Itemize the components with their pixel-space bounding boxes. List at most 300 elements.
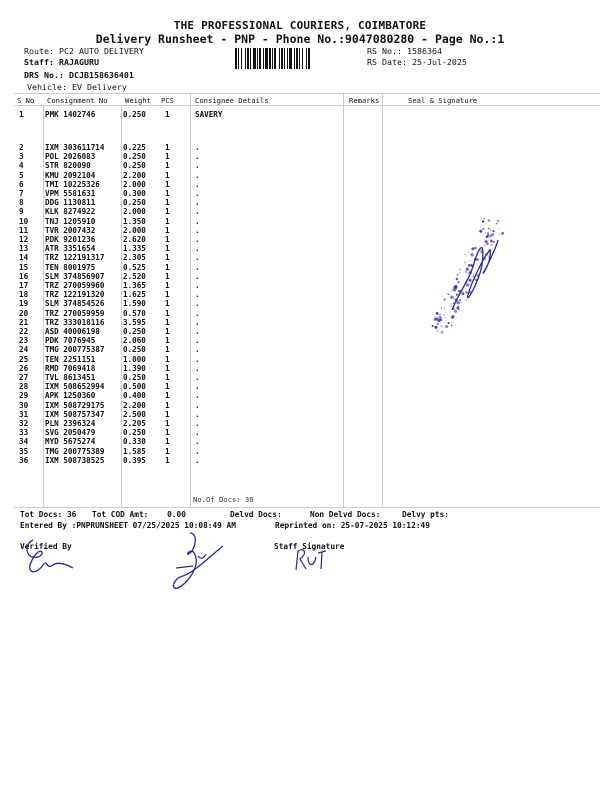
row-sno: 14: [19, 253, 29, 263]
row-consignee: .: [195, 409, 200, 419]
stamp-dot: [465, 271, 467, 273]
stamp-signature: [452, 240, 498, 310]
table-row: [0, 410, 600, 419]
row-weight: 1.365: [123, 281, 146, 290]
table-row: [0, 110, 600, 119]
vehicle-line: [27, 82, 127, 92]
stamp-dot: [484, 245, 485, 246]
stamp-dot: [469, 269, 470, 270]
stamp-dot: [489, 234, 492, 237]
row-sno: 21: [19, 317, 29, 327]
row-sno: 5: [19, 170, 24, 180]
stamp-dot: [452, 321, 453, 322]
row-pcs: 1: [165, 110, 170, 119]
stamp-dot: [487, 232, 489, 234]
row-sno: 6: [19, 179, 24, 189]
row-consignment-no: VPM 5581631: [45, 189, 96, 198]
route-value: PC2 AUTO DELIVERY: [58, 46, 144, 56]
row-consignee: .: [195, 244, 200, 254]
row-pcs: 1: [165, 189, 170, 198]
row-weight: 2.500: [123, 409, 146, 419]
stamp-dot: [466, 268, 469, 271]
row-sno: 3: [19, 152, 24, 162]
row-sno: 29: [19, 391, 29, 401]
row-consignee: .: [195, 428, 200, 438]
row-consignment-no: KLK 8274922: [45, 207, 96, 217]
drs-line: [24, 70, 134, 80]
row-pcs: 1: [165, 235, 170, 244]
row-sno: 18: [19, 290, 29, 300]
row-pcs: 1: [165, 336, 170, 346]
table-row: [0, 161, 600, 170]
row-pcs: 1: [165, 308, 170, 318]
row-consignment-no: SLM 374856907: [45, 271, 105, 281]
row-consignee: SAVERY: [195, 110, 223, 119]
row-consignment-no: TMG 200775387: [45, 345, 105, 355]
staff-signature: [290, 545, 330, 575]
row-pcs: 1: [165, 382, 170, 392]
row-consignment-no: TRZ 122191320: [45, 290, 105, 300]
row-pcs: 1: [165, 363, 170, 373]
table-row: [0, 299, 600, 308]
row-pcs: 1: [165, 446, 170, 456]
drs-value: DCJB158636401: [68, 70, 134, 80]
col-header-sno: S No: [17, 96, 35, 105]
table-row: [0, 244, 600, 253]
stamp-dot: [437, 323, 439, 325]
verified-by-signature: [18, 535, 78, 580]
stamp-dot: [485, 233, 486, 234]
row-pcs: 1: [165, 170, 170, 180]
row-weight: 0.250: [123, 327, 146, 336]
row-pcs: 1: [165, 455, 170, 465]
row-weight: 2.520: [123, 271, 146, 281]
row-sno: 32: [19, 419, 29, 428]
stamp-dot: [439, 314, 441, 316]
stamp-dot: [452, 288, 453, 289]
stamp-dot: [445, 325, 448, 328]
stamp-dot: [449, 296, 450, 297]
row-consignee: .: [195, 161, 200, 171]
row-consignment-no: PMK 1402746: [45, 110, 96, 119]
row-sno: 15: [19, 262, 29, 272]
row-consignee: .: [195, 225, 200, 235]
row-consignment-no: TVL 8613451: [45, 373, 96, 382]
row-pcs: 1: [165, 207, 170, 217]
col-header-consignee: Consignee Details: [195, 96, 269, 105]
row-pcs: 1: [165, 409, 170, 419]
stamp-dot: [470, 253, 473, 256]
row-consignment-no: ATR 3351654: [45, 244, 96, 254]
rs-no-value: 1586364: [406, 46, 442, 56]
row-consignee: .: [195, 179, 200, 189]
row-sno: 33: [19, 428, 29, 438]
company-title: THE PROFESSIONAL COURIERS, COIMBATORE: [173, 19, 427, 32]
stamp-dot: [475, 268, 476, 269]
row-consignee: .: [195, 419, 200, 428]
row-consignment-no: MYD 5675274: [45, 437, 96, 447]
row-consignee: .: [195, 198, 200, 208]
row-consignment-no: TRZ 270059960: [45, 281, 105, 290]
row-consignee: .: [195, 308, 200, 318]
row-consignment-no: IXM 508729175: [45, 400, 105, 410]
stamp-dot: [489, 237, 491, 239]
row-pcs: 1: [165, 400, 170, 410]
tot-docs: Tot Docs: 36: [20, 510, 77, 519]
stamp-dot: [484, 218, 485, 219]
row-consignee: .: [195, 262, 200, 272]
table-row: [0, 180, 600, 189]
row-pcs: 1: [165, 253, 170, 263]
row-sno: 23: [19, 336, 29, 346]
stamp-dot: [459, 268, 461, 270]
stamp-dot: [436, 330, 438, 332]
row-consignee: .: [195, 345, 200, 355]
row-pcs: 1: [165, 271, 170, 281]
row-weight: 1.585: [123, 446, 146, 456]
stamp-dot: [444, 308, 446, 310]
stamp-dot: [482, 220, 484, 222]
row-consignment-no: IXM 508652994: [45, 382, 105, 392]
stamp-dot: [470, 260, 471, 261]
stamp-dot: [498, 229, 499, 230]
drs-label: DRS No.:: [24, 70, 64, 80]
staff-value: RAJAGURU: [58, 57, 99, 67]
row-sno: 30: [19, 400, 29, 410]
row-consignee: .: [195, 207, 200, 217]
row-weight: 0.250: [123, 152, 146, 162]
stamp-dot: [434, 316, 436, 318]
row-sno: 36: [19, 455, 29, 465]
row-weight: 0.395: [123, 455, 146, 465]
stamp-dot: [462, 292, 465, 295]
table-row: [0, 309, 600, 318]
row-sno: 19: [19, 299, 29, 309]
row-sno: 25: [19, 354, 29, 364]
rs-date-value: 25-Jul-2025: [411, 57, 467, 67]
row-pcs: 1: [165, 437, 170, 447]
row-pcs: 1: [165, 244, 170, 254]
row-pcs: 1: [165, 152, 170, 162]
row-weight: 1.590: [123, 299, 146, 309]
row-weight: 2.000: [123, 207, 146, 217]
row-consignment-no: TRZ 122191317: [45, 253, 105, 263]
rs-no-label: RS No.:: [367, 46, 402, 56]
table-row: [0, 456, 600, 465]
stamp-dot: [461, 302, 462, 303]
row-pcs: 1: [165, 161, 170, 171]
table-row: [0, 391, 600, 400]
stamp-dot: [457, 301, 460, 304]
row-sno: 35: [19, 446, 29, 456]
row-sno: 26: [19, 363, 29, 373]
middle-signature: [168, 528, 228, 598]
rs-date-line: [367, 57, 467, 67]
row-consignee: .: [195, 336, 200, 346]
table-row: [0, 401, 600, 410]
table-row: [0, 290, 600, 299]
table-row: [0, 355, 600, 364]
row-consignee: .: [195, 216, 200, 226]
row-sno: 4: [19, 161, 24, 171]
table-bottom-rule: [14, 507, 600, 508]
row-consignment-no: TEN 8001975: [45, 262, 96, 272]
stamp-dot: [465, 254, 466, 255]
stamp-dot: [456, 307, 459, 310]
row-weight: 3.595: [123, 317, 146, 327]
row-consignee: .: [195, 391, 200, 401]
row-consignment-no: IXM 508738525: [45, 455, 105, 465]
stamp-dot: [476, 258, 479, 261]
stamp-dot: [451, 306, 452, 307]
table-row: [0, 419, 600, 428]
row-pcs: 1: [165, 345, 170, 355]
stamp-dot: [471, 247, 474, 250]
runsheet-subtitle: Delivery Runsheet - PNP - Phone No.:9047080280 - Page No.:1: [95, 32, 505, 46]
stamp-dot: [482, 228, 484, 230]
table-row: [0, 447, 600, 456]
row-weight: 0.250: [123, 345, 146, 355]
tot-cod-amt: Tot COD Amt: 0.00: [92, 510, 186, 519]
row-consignee: .: [195, 152, 200, 162]
stamp-dot: [490, 230, 491, 231]
row-consignee: .: [195, 189, 200, 198]
stamp-dot: [456, 278, 459, 281]
row-consignment-no: POL 2026083: [45, 152, 96, 162]
stamp-dot: [490, 244, 492, 246]
row-weight: 1.350: [123, 216, 146, 226]
row-weight: 0.250: [123, 110, 146, 119]
row-weight: 2.305: [123, 253, 146, 263]
table-row: [0, 345, 600, 354]
row-weight: 0.250: [123, 428, 146, 438]
row-sno: 17: [19, 281, 29, 290]
row-pcs: 1: [165, 216, 170, 226]
row-weight: 0.250: [123, 161, 146, 171]
stamp-dot: [468, 272, 469, 273]
table-row: [0, 428, 600, 437]
stamp-dot: [459, 299, 461, 301]
table-top-rule: [14, 93, 600, 94]
table-row: [0, 189, 600, 198]
delvd-docs: Delvd Docs:: [230, 510, 282, 519]
barcode: [235, 48, 355, 69]
table-row: [0, 152, 600, 161]
row-sno: 13: [19, 244, 29, 254]
row-pcs: 1: [165, 143, 170, 152]
row-sno: 1: [19, 110, 24, 119]
row-consignment-no: KMU 2092104: [45, 170, 96, 180]
row-pcs: 1: [165, 419, 170, 428]
table-row: [0, 143, 600, 152]
stamp-dot: [466, 299, 467, 300]
reprinted-on: Reprinted on: 25-07-2025 10:12:49: [275, 521, 430, 530]
row-sno: 20: [19, 308, 29, 318]
row-consignee: .: [195, 455, 200, 465]
row-weight: 0.570: [123, 308, 146, 318]
stamp-dot: [443, 314, 445, 316]
table-row: [0, 327, 600, 336]
row-consignment-no: APK 1250360: [45, 391, 96, 401]
col-header-weight: Weight: [125, 96, 151, 105]
stamp-dot: [499, 234, 500, 235]
row-consignee: .: [195, 299, 200, 309]
row-consignment-no: IXM 508757347: [45, 409, 105, 419]
col-header-pcs: PCS: [161, 96, 174, 105]
row-consignee: .: [195, 235, 200, 244]
row-consignee: .: [195, 281, 200, 290]
row-consignee: .: [195, 400, 200, 410]
table-row: [0, 373, 600, 382]
stamp-dot: [474, 247, 477, 250]
stamp-dot: [438, 319, 441, 322]
row-weight: 1.390: [123, 363, 146, 373]
stamp-dot: [454, 310, 457, 313]
row-consignee: .: [195, 446, 200, 456]
delvy-pts: Delvy pts:: [402, 510, 449, 519]
row-consignee: .: [195, 382, 200, 392]
row-sno: 2: [19, 143, 24, 152]
row-pcs: 1: [165, 225, 170, 235]
table-row: [0, 318, 600, 327]
row-pcs: 1: [165, 428, 170, 438]
row-weight: 2.060: [123, 336, 146, 346]
stamp-dot: [501, 232, 504, 235]
row-consignment-no: TNJ 1205910: [45, 216, 96, 226]
row-weight: 0.330: [123, 437, 146, 447]
stamp-dot: [441, 307, 443, 309]
stamp-dot: [488, 228, 490, 230]
table-row: [0, 382, 600, 391]
stamp-dot: [486, 243, 488, 245]
table-row: [0, 272, 600, 281]
header-bottom-rule: [14, 105, 600, 106]
row-weight: 2.200: [123, 170, 146, 180]
row-weight: 1.335: [123, 244, 146, 254]
rs-date-label: RS Date:: [367, 57, 407, 67]
stamp-dot: [439, 316, 442, 319]
stamp-dot: [444, 322, 445, 323]
row-consignment-no: TRZ 270059959: [45, 308, 105, 318]
route-label: Route:: [24, 46, 54, 56]
row-pcs: 1: [165, 317, 170, 327]
table-row: [0, 226, 600, 235]
row-pcs: 1: [165, 373, 170, 382]
rs-no-line: [367, 46, 442, 56]
row-consignment-no: RMD 7069418: [45, 363, 96, 373]
stamp-dot: [493, 230, 495, 232]
row-consignment-no: TEN 2251151: [45, 354, 96, 364]
non-delvd-docs: Non Delvd Docs:: [310, 510, 381, 519]
row-weight: 0.525: [123, 262, 146, 272]
stamp-dot: [445, 317, 446, 318]
row-pcs: 1: [165, 391, 170, 401]
row-sno: 9: [19, 207, 24, 217]
stamp-dot: [453, 286, 455, 288]
row-weight: 0.225: [123, 143, 146, 152]
table-row: [0, 364, 600, 373]
entered-by: Entered By :PNPRUNSHEET 07/25/2025 10:08:49 AM: [20, 521, 236, 530]
table-row: [0, 217, 600, 226]
stamp-dot: [488, 219, 491, 222]
table-row: [0, 198, 600, 207]
row-sno: 22: [19, 327, 29, 336]
seal-stamp: [430, 210, 510, 340]
staff-signature-label: Staff Signature: [274, 542, 345, 551]
row-sno: 8: [19, 198, 24, 208]
row-consignment-no: STR 820090: [45, 161, 91, 171]
stamp-dot: [451, 316, 454, 319]
row-sno: 27: [19, 373, 29, 382]
row-consignee: .: [195, 437, 200, 447]
stamp-dot: [436, 312, 439, 315]
table-row: [0, 263, 600, 272]
row-consignee: .: [195, 317, 200, 327]
verified-by-label: Verified By: [20, 542, 72, 551]
row-pcs: 1: [165, 262, 170, 272]
row-consignment-no: TMG 200775389: [45, 446, 105, 456]
stamp-dot: [485, 240, 488, 243]
stamp-dot: [440, 325, 442, 327]
stamp-dot: [469, 279, 472, 282]
row-consignee: .: [195, 373, 200, 382]
row-weight: 2.620: [123, 235, 146, 244]
no-of-docs: No.Of Docs: 36: [193, 495, 254, 504]
route-line: [24, 46, 144, 56]
stamp-dot: [497, 220, 500, 223]
row-sno: 28: [19, 382, 29, 392]
table-row: [0, 235, 600, 244]
row-sno: 24: [19, 345, 29, 355]
row-consignment-no: ASD 40006198: [45, 327, 100, 336]
row-consignment-no: IXM 303611714: [45, 143, 105, 152]
stamp-dot: [453, 297, 454, 298]
row-consignee: .: [195, 143, 200, 152]
row-weight: 2.200: [123, 400, 146, 410]
row-weight: 0.300: [123, 189, 146, 198]
table-row: [0, 171, 600, 180]
stamp-dot: [435, 326, 438, 329]
row-pcs: 1: [165, 179, 170, 189]
stamp-dot: [487, 234, 490, 237]
row-consignee: .: [195, 327, 200, 336]
row-pcs: 1: [165, 327, 170, 336]
row-sno: 16: [19, 271, 29, 281]
row-consignment-no: PDK 9201236: [45, 235, 96, 244]
row-weight: 2.000: [123, 179, 146, 189]
row-consignee: .: [195, 170, 200, 180]
table-row: [0, 281, 600, 290]
vehicle-value: EV Delivery: [71, 82, 127, 92]
row-weight: 0.250: [123, 198, 146, 208]
staff-line: [24, 57, 99, 67]
row-weight: 2.205: [123, 419, 146, 428]
table-row: [0, 437, 600, 446]
stamp-dot: [457, 281, 459, 283]
row-consignment-no: TRZ 333018116: [45, 317, 105, 327]
stamp-dot: [464, 261, 466, 263]
row-sno: 11: [19, 225, 29, 235]
stamp-dot: [496, 223, 497, 224]
row-consignment-no: TVR 2007432: [45, 225, 96, 235]
stamp-dot: [441, 331, 444, 334]
stamp-dot: [468, 252, 469, 253]
stamp-dot: [459, 272, 460, 273]
row-weight: 0.250: [123, 373, 146, 382]
row-consignment-no: PLN 2396324: [45, 419, 96, 428]
row-consignment-no: TMI 10225326: [45, 179, 100, 189]
table-row: [0, 336, 600, 345]
